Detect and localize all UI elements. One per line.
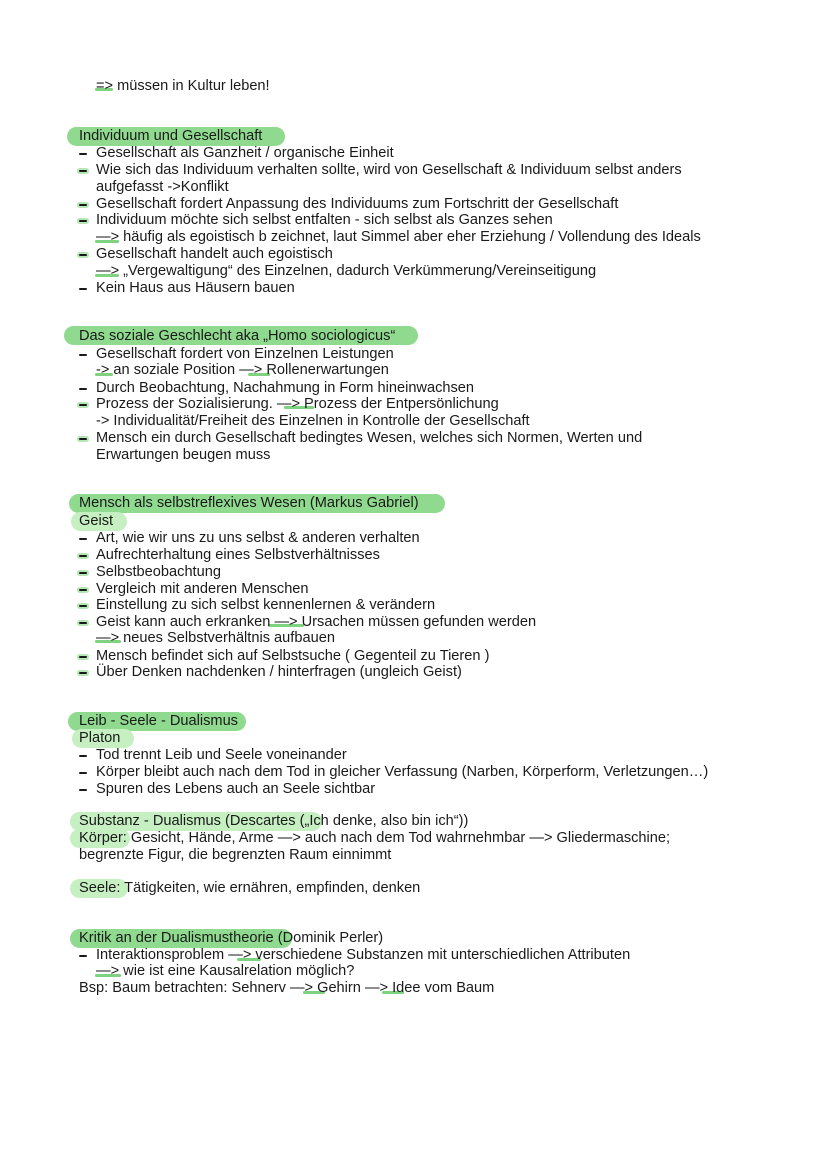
bullet-text: Mensch ein durch Gesellschaft bedingtes Wesen, welches sich Normen, Werten und	[96, 430, 643, 446]
bullet-text: Gesellschaft als Ganzheit / organische Einheit	[96, 145, 394, 161]
bullet-text: Einstellung zu sich selbst kennenlernen & verändern	[96, 597, 436, 613]
bullet-text: Individuum möchte sich selbst entfalten - sich selbst als Ganzes sehen	[96, 212, 553, 228]
bullet-text: Interaktionsproblem —> verschiedene Substanzen mit unterschiedlichen Attributen	[96, 947, 631, 963]
bullet-text: Aufrechterhaltung eines Selbstverhältnisses	[96, 547, 380, 563]
bullet-text: Gesellschaft handelt auch egoistisch	[96, 246, 333, 262]
section-heading-kritik	[79, 930, 383, 947]
section-heading-individuum: Individuum und Gesellschaft	[79, 128, 263, 144]
bullet-dash	[79, 572, 87, 574]
bullet-text: Mensch befindet sich auf Selbstsuche ( Gegenteil zu Tieren )	[96, 648, 490, 664]
seele-label: Seele:	[79, 880, 121, 896]
kritik-heading-rest: Dominik Perler)	[282, 930, 384, 946]
bullet-dash	[79, 170, 87, 172]
bullet-dash	[79, 789, 87, 791]
bullet-dash	[79, 220, 87, 222]
section-heading-selbstreflexiv: Mensch als selbstreflexives Wesen (Markus Gabriel)	[79, 495, 419, 511]
bullet-dash	[79, 153, 87, 155]
bullet-dash	[79, 204, 87, 206]
example-line: Bsp: Baum betrachten: Sehnerv —> Gehirn —> Idee vom Baum	[79, 980, 495, 996]
bullet-text: Vergleich mit anderen Menschen	[96, 581, 309, 597]
intro-line: => müssen in Kultur leben!	[96, 78, 270, 94]
bullet-text: Selbstbeobachtung	[96, 564, 221, 580]
bullet-text: Prozess der Sozialisierung. —> Prozess der Entpersönlichung	[96, 396, 499, 412]
seele-line	[79, 880, 420, 897]
bullet-text: Über Denken nachdenken / hinterfragen (ungleich Geist)	[96, 664, 462, 680]
bullet-text: Gesellschaft fordert Anpassung des Individuums zum Fortschritt der Gesellschaft	[96, 196, 619, 212]
bullet-continuation: —> neues Selbstverhältnis aufbauen	[96, 630, 335, 646]
bullet-dash	[79, 622, 87, 624]
bullet-dash	[79, 772, 87, 774]
bullet-text: Geist kann auch erkranken —> Ursachen müssen gefunden werden	[96, 614, 537, 630]
section-heading-leib-seele: Leib - Seele - Dualismus	[79, 713, 238, 729]
bullet-dash	[79, 955, 87, 957]
bullet-dash	[79, 605, 87, 607]
bullet-dash	[79, 438, 87, 440]
seele-text: Tätigkeiten, wie ernähren, empfinden, denken	[120, 880, 421, 896]
subheading-substanz-dualismus: Substanz - Dualismus (Descartes („Ich denke, also bin ich“))	[79, 813, 469, 829]
bullet-dash	[79, 354, 87, 356]
bullet-dash	[79, 254, 87, 256]
bullet-dash	[79, 388, 87, 390]
bullet-continuation: -> an soziale Position —> Rollenerwartungen	[96, 362, 389, 378]
bullet-text: Körper bleibt auch nach dem Tod in gleicher Verfassung (Narben, Körperform, Verletzungen…)	[96, 764, 709, 780]
bullet-text: Kein Haus aus Häusern bauen	[96, 280, 295, 296]
subheading-platon: Platon	[79, 730, 121, 746]
bullet-dash	[79, 755, 87, 757]
bullet-text: Tod trennt Leib und Seele voneinander	[96, 747, 347, 763]
bullet-continuation: —> häufig als egoistisch b zeichnet, laut Simmel aber eher Erziehung / Vollendung des Ideals	[96, 229, 701, 245]
koerper-label: Körper:	[79, 830, 127, 846]
bullet-continuation: aufgefasst ->Konflikt	[96, 179, 229, 195]
bullet-continuation: —> wie ist eine Kausalrelation möglich?	[96, 963, 355, 979]
bullet-dash	[79, 589, 87, 591]
bullet-text: Gesellschaft fordert von Einzelnen Leistungen	[96, 346, 394, 362]
section-heading-homo-sociologicus: Das soziale Geschlecht aka „Homo sociologicus“	[79, 328, 396, 344]
koerper-text: Gesicht, Hände, Arme —> auch nach dem Tod wahrnehmbar —> Gliedermaschine;	[126, 830, 671, 846]
bullet-dash	[79, 555, 87, 557]
bullet-continuation: -> Individualität/Freiheit des Einzelnen in Kontrolle der Gesellschaft	[96, 413, 530, 429]
bullet-text: Art, wie wir uns zu uns selbst & anderen verhalten	[96, 530, 420, 546]
bullet-continuation: —> „Vergewaltigung“ des Einzelnen, dadurch Verkümmerung/Vereinseitigung	[96, 263, 597, 279]
kritik-heading-highlighted: Kritik an der Dualismustheorie (	[79, 930, 283, 946]
bullet-dash	[79, 288, 87, 290]
bullet-dash	[79, 404, 87, 406]
koerper-continuation: begrenzte Figur, die begrenzten Raum einnimmt	[79, 847, 392, 863]
bullet-text: Wie sich das Individuum verhalten sollte, wird von Gesellschaft & Individuum selbst anders	[96, 162, 682, 178]
bullet-text: Spuren des Lebens auch an Seele sichtbar	[96, 781, 376, 797]
bullet-text: Durch Beobachtung, Nachahmung in Form hineinwachsen	[96, 380, 475, 396]
bullet-dash	[79, 656, 87, 658]
bullet-continuation: Erwartungen beugen muss	[96, 447, 271, 463]
bullet-dash	[79, 672, 87, 674]
koerper-line	[79, 830, 670, 847]
subheading-geist: Geist	[79, 513, 114, 529]
bullet-dash	[79, 538, 87, 540]
